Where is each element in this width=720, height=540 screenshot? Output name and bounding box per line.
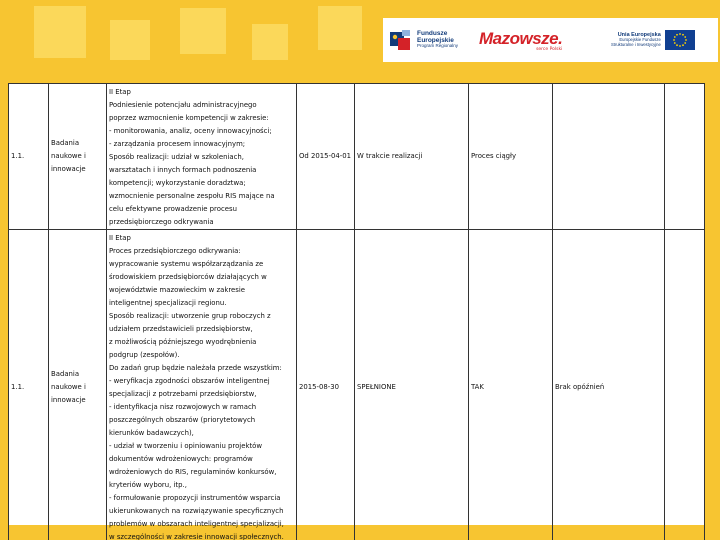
row-date: 2015-08-30: [297, 230, 355, 540]
row-comment: TAK: [469, 230, 553, 540]
row-description: II Etap Proces przedsiębiorczego odkrywania: wypracowanie systemu współzarządzania ze środowiskiem przedsiębiorców działających w województwie mazowieckim w zakresie inteligentnej specjalizacji regionu. Sposób realizacji: utworzenie grup roboczych z udziałem przedstawicieli przedsiębiorstw, z możliwością późniejszego wyodrębnienia podgrup (zespołów). Do zadań grup będzie należała przede wszystkim: - weryfikacja zgodności obszarów inteligentnej specjalizacji z potrzebami przedsiębiorstw, - identyfikacja nisz rozwojowych w ramach poszczególnych obszarów (priorytetowych kierunków badawczych), - udział w tworzeniu i opiniowaniu projektów dokumentów wdrożeniowych: programów wdrożeniowych do RIS, regulaminów konkursów, kryteriów wyboru, itp., - formułowanie propozycji instrumentów wsparcia ukierunkowanych na rozwiązywanie specyficznych problemów w obszarach inteligentnej specjalizacji, w szczególności w zakresie innowacji społecznych.: [107, 230, 297, 540]
table-row: [9, 230, 705, 540]
row-area: Badania naukowe i innowacje: [49, 84, 107, 230]
row-status: SPEŁNIONE: [355, 230, 469, 540]
unia-europejska-logo: [611, 18, 695, 62]
mazowsze-logo: [479, 18, 562, 62]
row-comment: Proces ciągły: [469, 84, 553, 230]
frame-square: [34, 6, 86, 58]
mazowsze-tagline: serce Polski: [536, 46, 563, 52]
table-row: [9, 84, 705, 230]
ue-line1: Unia Europejska: [617, 32, 661, 39]
mazowsze-word: Mazowsze.: [479, 28, 563, 48]
row-description: II Etap Podniesienie potencjału administracyjnego poprzez wzmocnienie kompetencji w zakresie: - monitorowania, analiz, oceny innowacyjności; - zarządzania procesem innowacyjnym; Sposób realizacji: udział w szkoleniach, warsztatach i innych formach podnoszenia kompetencji; wykorzystanie doradztwa; wzmocnienie personalne zespołu RIS mające na celu efektywne prowadzenie procesu przedsiębiorczego odkrywania: [107, 84, 297, 230]
fe-line3: Program Regionalny: [417, 43, 459, 49]
logo-strip: [383, 18, 718, 62]
report-table: [8, 83, 705, 540]
fundusze-europejskie-icon: [389, 29, 413, 51]
row-id: 1.1.: [9, 84, 49, 230]
row-date: Od 2015-04-01: [297, 84, 355, 230]
eu-flag-icon: [665, 30, 695, 50]
fe-line2: Europejskie: [417, 36, 454, 44]
frame-square: [180, 8, 226, 54]
row-extra: [665, 84, 705, 230]
ue-line3: Strukturalne i Inwestycyjne: [611, 42, 661, 48]
frame-square: [110, 20, 150, 60]
frame-square: [252, 24, 288, 60]
row-status: W trakcie realizacji: [355, 84, 469, 230]
fundusze-europejskie-logo: [389, 18, 458, 62]
frame-square: [318, 6, 362, 50]
row-extra: [665, 230, 705, 540]
ue-line2: Europejskie Fundusze: [619, 37, 661, 43]
row-id: 1.1.: [9, 230, 49, 540]
row-area: Badania naukowe i innowacje: [49, 230, 107, 540]
row-delay: [553, 84, 665, 230]
row-delay: Brak opóźnień: [553, 230, 665, 540]
fe-line1: Fundusze: [417, 29, 448, 37]
report-table-sheet: [8, 83, 704, 540]
